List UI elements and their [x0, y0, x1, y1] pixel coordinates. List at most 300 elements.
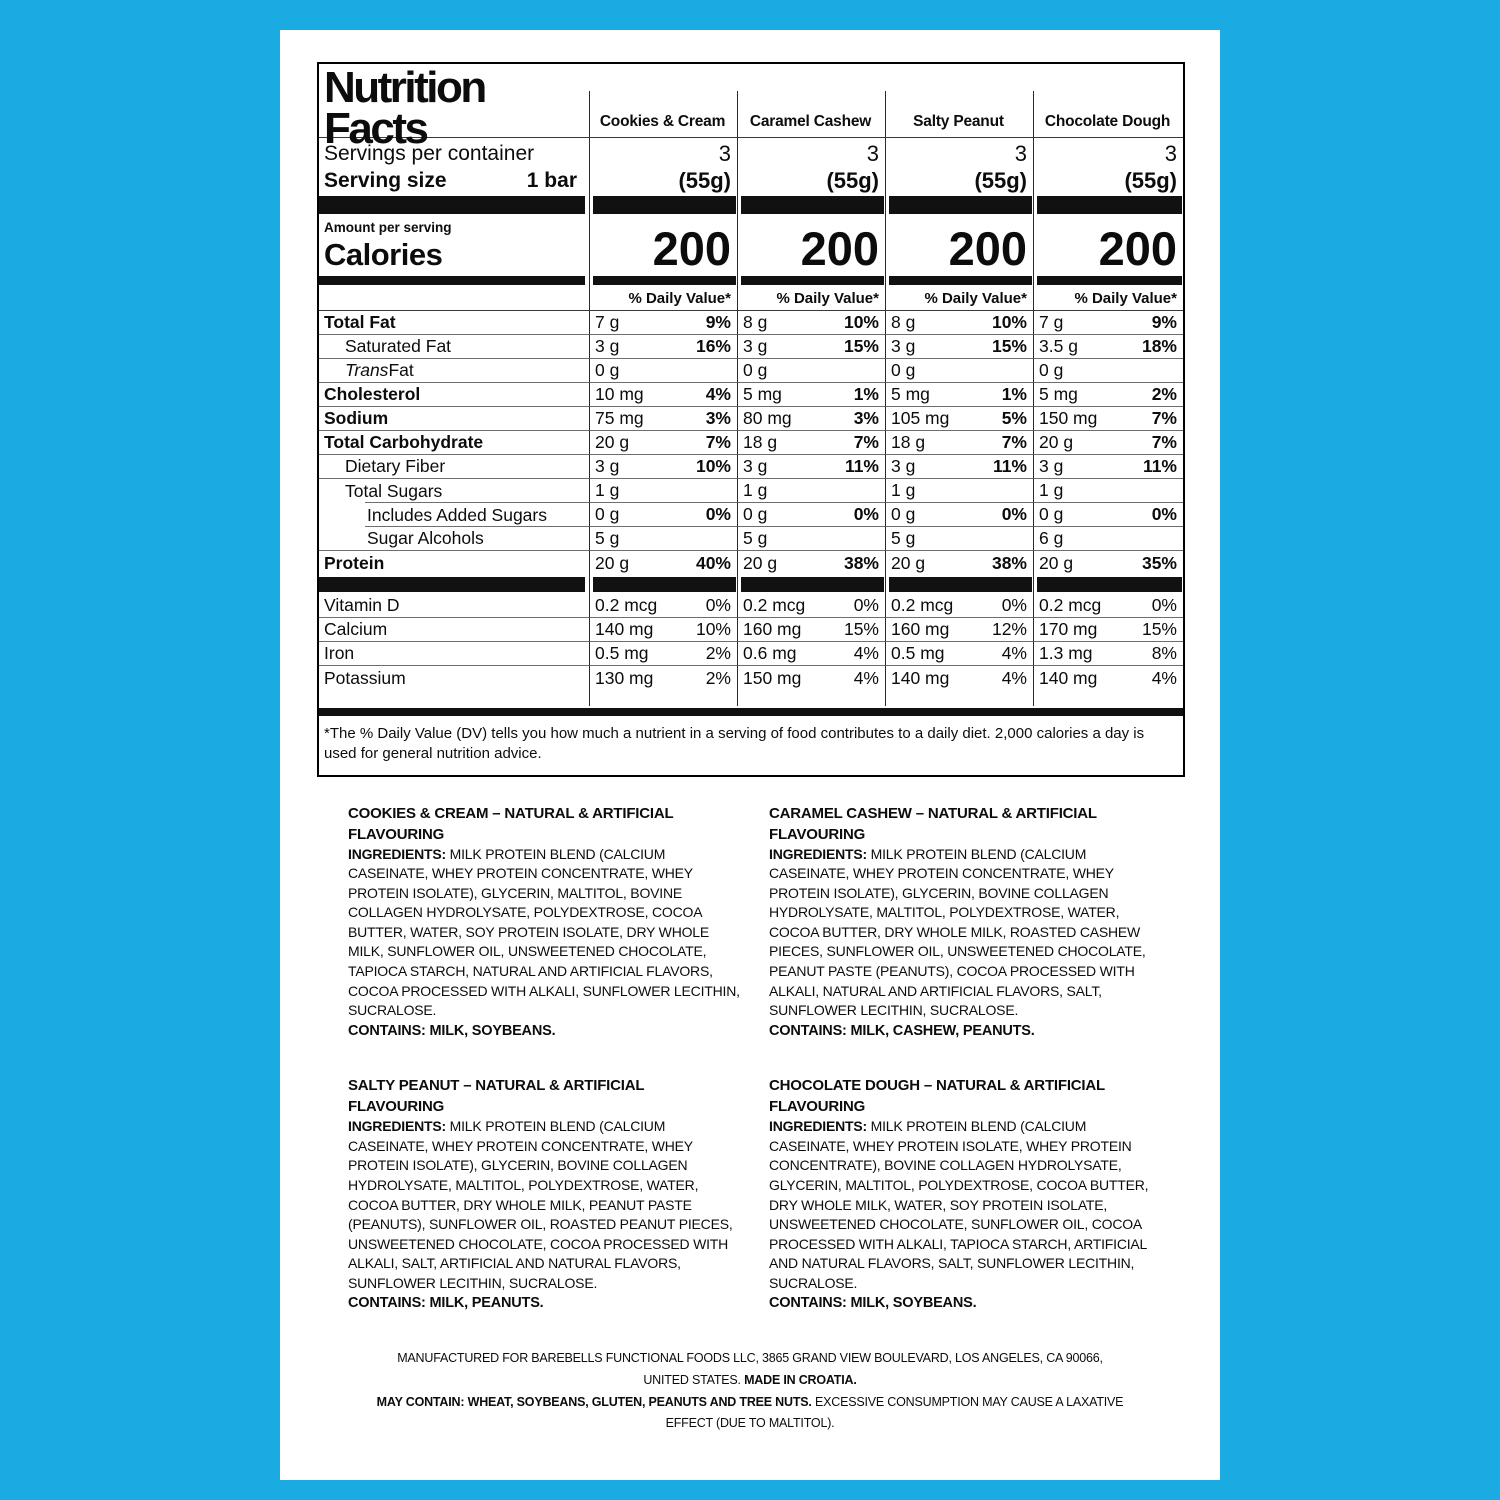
amount: 8 g	[743, 312, 768, 332]
value-cell	[885, 527, 1033, 551]
may-contain-text: MAY CONTAIN: WHEAT, SOYBEANS, GLUTEN, PEANUTS AND TREE NUTS.	[376, 1394, 815, 1409]
value-cell	[1033, 407, 1183, 431]
value-cell	[1033, 359, 1183, 383]
daily-value: 4%	[853, 667, 879, 688]
value-cell	[885, 551, 1033, 575]
value-cell	[737, 642, 885, 666]
value-cell	[589, 359, 737, 383]
nutrition-facts-title	[319, 63, 589, 153]
value-cell	[1033, 618, 1183, 642]
daily-value: 7%	[705, 432, 731, 452]
value-cell	[885, 407, 1033, 431]
value-cell	[737, 311, 885, 335]
thick-bar	[593, 196, 736, 214]
value-cell	[1033, 527, 1183, 551]
value-cell	[589, 642, 737, 666]
amount: 0.2 mcg	[891, 595, 954, 615]
amount: 0.2 mcg	[1039, 595, 1102, 615]
daily-value-header	[737, 287, 885, 311]
amount: 80 mg	[743, 408, 792, 428]
serving-info-cell	[737, 138, 885, 194]
medium-bar-cell	[885, 274, 1033, 287]
value-cell	[589, 479, 737, 503]
medium-bar	[593, 276, 736, 285]
flavor-column-header-caramel-cashew	[737, 64, 885, 138]
thick-bar	[889, 196, 1032, 214]
ingredients-text	[348, 845, 744, 1021]
amount: 7 g	[595, 312, 620, 332]
daily-value: 35%	[1141, 552, 1177, 573]
daily-value: 16%	[695, 336, 731, 356]
flavor-column-header-salty-peanut	[885, 64, 1033, 138]
ingredients-label: INGREDIENTS:	[769, 1118, 867, 1135]
nutrient-label: Iron	[319, 642, 589, 666]
ingredients-list: MILK PROTEIN BLEND (CALCIUM CASEINATE, WHEY PROTEIN CONCENTRATE, WHEY PROTEIN ISOLATE), GLYCERIN, MALTITOL, BOVINE COLLAGEN HYDROLYSATE, POLYDEXTROSE, COCOA BUTTER, WATER, SOY PROTEIN ISOLATE, DRY WHOLE MILK, SUNFLOWER OIL, UNSWEETENED CHOCOLATE, TAPIOCA STARCH, NATURAL AND ARTIFICIAL FLAVORS, COCOA PROCESSED WITH ALKALI, SUNFLOWER LECITHIN, SUCRALOSE.	[348, 845, 740, 1019]
amount: 160 mg	[743, 619, 802, 639]
ingredient-block-chocolate-dough	[769, 1075, 1165, 1314]
nutrition-facts-table	[319, 64, 1183, 775]
thick-bar-cell	[319, 194, 589, 216]
serving-info-cell	[1033, 138, 1183, 194]
spacer-cell	[885, 690, 1033, 706]
serving-weight: (55g)	[1124, 168, 1177, 193]
daily-value-header-text: % Daily Value*	[628, 290, 731, 307]
amount: 5 mg	[891, 384, 930, 404]
value-cell	[589, 527, 737, 551]
amount: 18 g	[891, 432, 926, 452]
ingredient-heading: SALTY PEANUT – NATURAL & ARTIFICIAL FLAVOURING	[348, 1077, 645, 1116]
amount: 150 mg	[1039, 408, 1098, 428]
daily-value: 4%	[705, 384, 731, 404]
amount: 0 g	[1039, 504, 1064, 524]
value-cell	[1033, 551, 1183, 575]
amount: 0.2 mcg	[743, 595, 806, 615]
medium-bar	[889, 276, 1032, 285]
thick-bar-cell	[737, 194, 885, 216]
value-cell	[885, 618, 1033, 642]
flavor-name: Caramel Cashew	[749, 113, 872, 130]
nutrition-facts-panel	[317, 62, 1185, 777]
value-cell	[885, 479, 1033, 503]
daily-value: 10%	[843, 312, 879, 332]
value-cell	[885, 359, 1033, 383]
value-cell	[737, 407, 885, 431]
daily-value-header	[885, 287, 1033, 311]
daily-value-header	[589, 287, 737, 311]
amount: 0 g	[743, 504, 768, 524]
value-cell	[1033, 479, 1183, 503]
amount: 0 g	[743, 360, 768, 380]
thick-bar-cell	[885, 194, 1033, 216]
medium-bar-cell	[319, 274, 589, 287]
serving-weight: (55g)	[974, 168, 1027, 193]
value-cell	[589, 431, 737, 455]
thick-bar-cell	[737, 575, 885, 594]
daily-value: 8%	[1151, 643, 1177, 663]
amount: 8 g	[891, 312, 916, 332]
value-cell	[737, 527, 885, 551]
medium-bar-cell	[589, 274, 737, 287]
value-cell	[737, 455, 885, 479]
value-cell	[1033, 311, 1183, 335]
value-cell	[737, 551, 885, 575]
daily-value: 2%	[705, 667, 731, 688]
contains-text: CONTAINS: MILK, PEANUTS.	[348, 1295, 544, 1312]
ingredients-label: INGREDIENTS:	[348, 1118, 446, 1135]
amount: 5 mg	[1039, 384, 1078, 404]
amount: 20 g	[891, 552, 926, 573]
spacer-cell	[1033, 690, 1183, 706]
amount: 3 g	[1039, 456, 1064, 476]
ingredients-text	[769, 845, 1165, 1021]
value-cell	[885, 431, 1033, 455]
daily-value-footnote: *The % Daily Value (DV) tells you how much a nutrient in a serving of food contributes to a daily diet. 2,000 calories a day is used for general nutrition advice.	[324, 725, 1145, 763]
amount: 1 g	[891, 480, 916, 500]
thick-bar-cell	[1033, 194, 1183, 216]
daily-value: 0%	[1151, 595, 1177, 615]
amount: 0.6 mg	[743, 643, 797, 663]
title-line-2: Facts	[324, 103, 427, 153]
amount: 3 g	[743, 456, 768, 476]
calories-value: 200	[948, 222, 1027, 276]
nutrient-label: Total Fat	[319, 311, 589, 335]
daily-value: 0%	[1001, 504, 1027, 524]
amount: 3 g	[595, 336, 620, 356]
value-cell	[737, 594, 885, 618]
amount: 3 g	[891, 336, 916, 356]
ingredient-heading: CARAMEL CASHEW – NATURAL & ARTIFICIAL FLAVOURING	[769, 804, 1097, 843]
amount: 0.2 mcg	[595, 595, 658, 615]
nutrient-label: Cholesterol	[319, 383, 589, 407]
daily-value: 10%	[991, 312, 1027, 332]
serving-weight: (55g)	[826, 168, 879, 193]
value-cell	[885, 455, 1033, 479]
nutrient-label: Saturated Fat	[319, 335, 589, 359]
ingredient-heading: COOKIES & CREAM – NATURAL & ARTIFICIAL FLAVOURING	[348, 804, 674, 843]
daily-value: 7%	[1151, 408, 1177, 428]
daily-value: 0%	[705, 504, 731, 524]
nutrient-label: Vitamin D	[319, 594, 589, 618]
amount: 0 g	[891, 504, 916, 524]
title-line-1: Nutrition	[324, 63, 485, 112]
spacer-cell	[589, 690, 737, 706]
thick-bar	[1037, 577, 1182, 592]
amount: 20 g	[743, 552, 778, 573]
thick-bar-cell	[885, 575, 1033, 594]
calories-value: 200	[1098, 222, 1177, 276]
daily-value: 38%	[843, 552, 879, 573]
daily-value: 5%	[1001, 408, 1027, 428]
ingredients-label: INGREDIENTS:	[769, 845, 867, 862]
amount: 5 g	[595, 528, 620, 548]
daily-value: 3%	[705, 408, 731, 428]
amount: 1 g	[595, 480, 620, 500]
medium-bar	[1037, 276, 1182, 285]
calories-value: 200	[800, 222, 879, 276]
nutrient-label: Dietary Fiber	[319, 455, 589, 479]
value-cell	[1033, 383, 1183, 407]
daily-value: 9%	[1151, 312, 1177, 332]
amount: 5 g	[743, 528, 768, 548]
nutrient-label: Calcium	[319, 618, 589, 642]
thick-bar-cell	[589, 575, 737, 594]
medium-bar	[319, 276, 585, 285]
value-cell	[885, 666, 1033, 690]
nutrient-label: Sodium	[319, 407, 589, 431]
amount: 20 g	[1039, 432, 1074, 452]
value-cell	[589, 407, 737, 431]
daily-value: 9%	[705, 312, 731, 332]
daily-value-header-text: % Daily Value*	[776, 290, 879, 307]
flavor-column-header-cookies-cream	[589, 64, 737, 138]
thick-bar	[741, 577, 884, 592]
medium-bar	[741, 276, 884, 285]
value-cell	[589, 594, 737, 618]
made-in-text: MADE IN CROATIA.	[744, 1372, 857, 1387]
manufacturer-footer	[280, 1348, 1220, 1436]
spacer-cell	[319, 690, 589, 706]
servings-count: 3	[1164, 141, 1177, 166]
servings-count: 3	[866, 141, 879, 166]
daily-value: 4%	[1151, 667, 1177, 688]
amount: 1.3 mg	[1039, 643, 1093, 663]
ingredients-section	[348, 803, 1165, 1314]
value-cell	[885, 594, 1033, 618]
value-cell	[589, 551, 737, 575]
daily-value: 3%	[853, 408, 879, 428]
amount: 0 g	[595, 504, 620, 524]
amount: 1 g	[1039, 480, 1064, 500]
serving-size-label: Serving size	[324, 169, 447, 192]
amount: 130 mg	[595, 667, 654, 688]
value-cell	[589, 335, 737, 359]
thick-bar-cell	[319, 575, 589, 594]
amount: 3 g	[743, 336, 768, 356]
value-cell	[885, 383, 1033, 407]
calories-value-cell	[737, 216, 885, 274]
medium-bar-cell	[1033, 274, 1183, 287]
value-cell	[885, 642, 1033, 666]
serving-size-value: 1 bar	[526, 169, 577, 192]
ingredients-label: INGREDIENTS:	[348, 845, 446, 862]
serving-weight: (55g)	[678, 168, 731, 193]
trans-italic: Trans	[345, 360, 389, 380]
amount-per-serving-label: Amount per serving	[324, 220, 452, 235]
amount: 0.5 mg	[595, 643, 649, 663]
daily-value: 0%	[1151, 504, 1177, 524]
value-cell	[737, 431, 885, 455]
value-cell	[1033, 666, 1183, 690]
value-cell	[1033, 455, 1183, 479]
daily-value: 38%	[991, 552, 1027, 573]
daily-value: 7%	[1001, 432, 1027, 452]
nutrient-label: Sugar Alcohols	[319, 527, 589, 551]
value-cell	[1033, 642, 1183, 666]
value-cell	[737, 359, 885, 383]
amount: 20 g	[595, 552, 630, 573]
amount: 150 mg	[743, 667, 802, 688]
value-cell	[737, 503, 885, 527]
amount: 140 mg	[891, 667, 950, 688]
serving-info-cell	[589, 138, 737, 194]
value-cell	[737, 479, 885, 503]
calories-value-cell	[589, 216, 737, 274]
amount: 0 g	[891, 360, 916, 380]
amount: 20 g	[595, 432, 630, 452]
daily-value: 7%	[853, 432, 879, 452]
value-cell	[589, 383, 737, 407]
flavor-name: Salty Peanut	[913, 113, 1004, 130]
value-cell	[737, 335, 885, 359]
calories-value-cell	[1033, 216, 1183, 274]
daily-value: 4%	[1001, 667, 1027, 688]
daily-value-header-text: % Daily Value*	[924, 290, 1027, 307]
daily-value: 4%	[1001, 643, 1027, 663]
ingredients-list: MILK PROTEIN BLEND (CALCIUM CASEINATE, WHEY PROTEIN CONCENTRATE, WHEY PROTEIN ISOLATE), GLYCERIN, BOVINE COLLAGEN HYDROLYSATE, MALTITOL, POLYDEXTROSE, WATER, COCOA BUTTER, DRY WHOLE MILK, ROASTED CASHEW PIECES, SUNFLOWER OIL, UNSWEETENED CHOCOLATE, PEANUT PASTE (PEANUTS), COCOA PROCESSED WITH ALKALI, NATURAL AND ARTIFICIAL FLAVORS, SALT, SUNFLOWER LECITHIN, SUCRALOSE.	[769, 845, 1146, 1019]
nutrient-label: Total Sugars	[319, 479, 589, 503]
spacer-cell	[737, 690, 885, 706]
thick-bar	[889, 577, 1032, 592]
amount: 0 g	[1039, 360, 1064, 380]
value-cell	[1033, 594, 1183, 618]
amount: 160 mg	[891, 619, 950, 639]
thick-bar-cell	[1033, 575, 1183, 594]
daily-value: 7%	[1151, 432, 1177, 452]
contains-text: CONTAINS: MILK, CASHEW, PEANUTS.	[769, 1022, 1035, 1039]
daily-value: 11%	[844, 456, 879, 476]
daily-value-header-spacer	[319, 287, 589, 311]
daily-value: 2%	[1151, 384, 1177, 404]
daily-value: 12%	[991, 619, 1027, 639]
serving-info-labels	[319, 138, 589, 194]
value-cell	[885, 311, 1033, 335]
value-cell	[589, 503, 737, 527]
manufacturer-line	[375, 1348, 1125, 1392]
label-sheet	[280, 30, 1220, 1480]
servings-count: 3	[718, 141, 731, 166]
amount: 105 mg	[891, 408, 950, 428]
calories-value-cell	[885, 216, 1033, 274]
medium-bar-cell	[737, 274, 885, 287]
daily-value: 18%	[1141, 336, 1177, 356]
daily-value: 15%	[991, 336, 1027, 356]
nutrient-label: Potassium	[324, 667, 406, 688]
thick-bar-cell	[589, 194, 737, 216]
thick-bar	[319, 577, 585, 592]
amount: 1 g	[743, 480, 768, 500]
amount: 5 mg	[743, 384, 782, 404]
amount: 18 g	[743, 432, 778, 452]
daily-value: 0%	[853, 595, 879, 615]
ingredients-text	[348, 1117, 744, 1293]
amount: 6 g	[1039, 528, 1064, 548]
daily-value: 1%	[853, 384, 879, 404]
daily-value: 10%	[695, 619, 731, 639]
value-cell	[737, 383, 885, 407]
value-cell	[589, 666, 737, 690]
daily-value: 15%	[843, 336, 879, 356]
serving-info-cell	[885, 138, 1033, 194]
amount: 75 mg	[595, 408, 644, 428]
amount: 140 mg	[1039, 667, 1098, 688]
contains-text: CONTAINS: MILK, SOYBEANS.	[348, 1022, 556, 1039]
thick-bar	[319, 196, 585, 214]
value-cell	[589, 618, 737, 642]
amount: 20 g	[1039, 552, 1074, 573]
value-cell	[737, 666, 885, 690]
daily-value: 0%	[1001, 595, 1027, 615]
value-cell	[589, 311, 737, 335]
amount: 3.5 g	[1039, 336, 1078, 356]
daily-value: 15%	[843, 619, 879, 639]
amount: 7 g	[1039, 312, 1064, 332]
laxative-warning-text: EXCESSIVE CONSUMPTION MAY CAUSE A LAXATIVE EFFECT (DUE TO MALTITOL).	[665, 1394, 1124, 1431]
daily-value: 4%	[853, 643, 879, 663]
daily-value-header	[1033, 287, 1183, 311]
flavor-name: Chocolate Dough	[1044, 113, 1171, 130]
daily-value: 11%	[1142, 456, 1177, 476]
value-cell	[1033, 503, 1183, 527]
flavor-name: Cookies & Cream	[599, 113, 726, 130]
calories-labels	[319, 216, 589, 274]
value-cell	[885, 335, 1033, 359]
ingredient-heading: CHOCOLATE DOUGH – NATURAL & ARTIFICIAL FLAVOURING	[769, 1077, 1105, 1116]
daily-value: 0%	[705, 595, 731, 615]
ingredients-text	[769, 1117, 1165, 1293]
flavor-column-header-chocolate-dough	[1033, 64, 1183, 138]
thick-bar	[1037, 196, 1182, 214]
amount: 170 mg	[1039, 619, 1098, 639]
servings-per-container-label: Servings per container	[324, 142, 535, 165]
amount: 0.5 mg	[891, 643, 945, 663]
value-cell	[737, 618, 885, 642]
ingredient-block-cookies-cream	[348, 803, 744, 1042]
daily-value: 2%	[705, 643, 731, 663]
contains-text: CONTAINS: MILK, SOYBEANS.	[769, 1295, 977, 1312]
servings-count: 3	[1014, 141, 1027, 166]
calories-label: Calories	[324, 237, 443, 272]
amount: 140 mg	[595, 619, 654, 639]
amount: 0 g	[595, 360, 620, 380]
ingredient-block-caramel-cashew	[769, 803, 1165, 1042]
thick-bar	[593, 577, 736, 592]
amount: 10 mg	[595, 384, 644, 404]
calories-value: 200	[652, 222, 731, 276]
thick-bar	[741, 196, 884, 214]
ingredient-block-salty-peanut	[348, 1075, 744, 1314]
value-cell	[589, 455, 737, 479]
amount: 3 g	[891, 456, 916, 476]
nutrient-label: Includes Added Sugars	[319, 503, 589, 527]
daily-value: 0%	[853, 504, 879, 524]
daily-value: 11%	[992, 456, 1027, 476]
daily-value: 40%	[695, 552, 731, 573]
footnote-divider-bar	[319, 708, 1183, 716]
amount: 5 g	[891, 528, 916, 548]
may-contain-line	[375, 1392, 1125, 1436]
ingredients-list: MILK PROTEIN BLEND (CALCIUM CASEINATE, WHEY PROTEIN ISOLATE, WHEY PROTEIN CONCENTRATE), BOVINE COLLAGEN HYDROLYSATE, GLYCERIN, MALTITOL, POLYDEXTROSE, COCOA BUTTER, DRY WHOLE MILK, WATER, SOY PROTEIN ISOLATE, UNSWEETENED CHOCOLATE, SUNFLOWER OIL, COCOA PROCESSED WITH ALKALI, TAPIOCA STARCH, ARTIFICIAL AND NATURAL FLAVORS, SALT, SUNFLOWER LECITHIN, SUCRALOSE.	[769, 1118, 1149, 1291]
manufactured-for-text: MANUFACTURED FOR BAREBELLS FUNCTIONAL FOODS LLC, 3865 GRAND VIEW BOULEVARD, LOS ANGELES, CA 90066, UNITED STATES.	[397, 1350, 1103, 1387]
daily-value-header-text: % Daily Value*	[1074, 290, 1177, 307]
daily-value: 10%	[695, 456, 731, 476]
value-cell	[1033, 431, 1183, 455]
amount: 3 g	[595, 456, 620, 476]
daily-value: 1%	[1001, 384, 1027, 404]
nutrient-label: Protein	[324, 552, 385, 573]
ingredients-list: MILK PROTEIN BLEND (CALCIUM CASEINATE, WHEY PROTEIN CONCENTRATE, WHEY PROTEIN ISOLATE), GLYCERIN, BOVINE COLLAGEN HYDROLYSATE, MALTITOL, POLYDEXTROSE, WATER, COCOA BUTTER, DRY WHOLE MILK, PEANUT PASTE (PEANUTS), SUNFLOWER OIL, ROASTED PEANUT PIECES, UNSWEETENED CHOCOLATE, COCOA PROCESSED WITH ALKALI, SALT, ARTIFICIAL AND NATURAL FLAVORS, SUNFLOWER LECITHIN, SUCRALOSE.	[348, 1118, 733, 1291]
nutrient-label: Trans Fat	[319, 359, 589, 383]
value-cell	[1033, 335, 1183, 359]
